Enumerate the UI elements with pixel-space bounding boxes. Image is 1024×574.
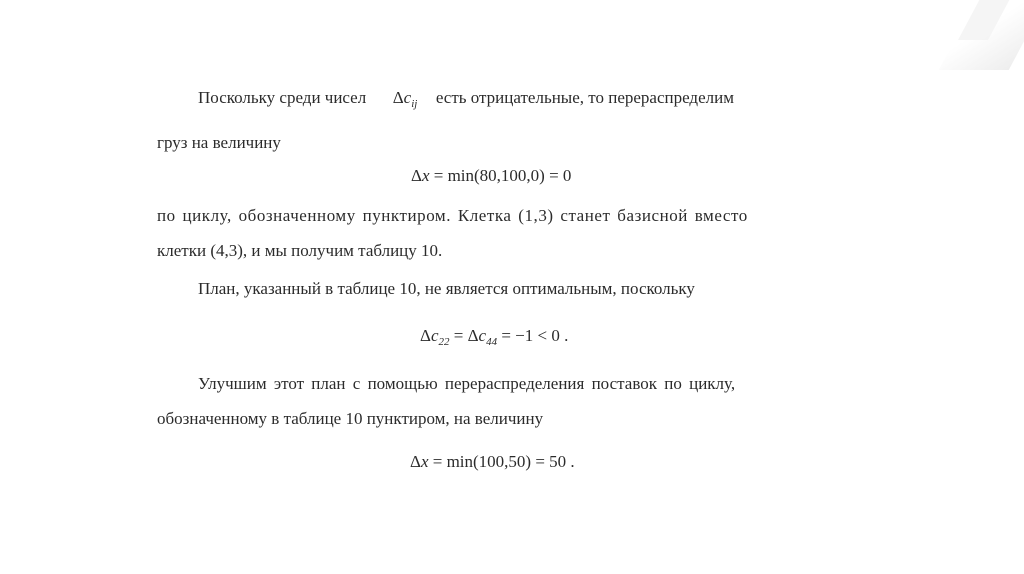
formula-2-sub-44: 44: [486, 336, 498, 348]
formula-2-rest: = −1 < 0 .: [497, 326, 569, 345]
delta-symbol: Δ: [392, 88, 404, 107]
formula-3-var: x: [420, 452, 429, 471]
c-symbol: c: [403, 88, 412, 107]
formula-delta-x-2: [410, 451, 575, 473]
ij-subscript: ij: [411, 98, 418, 110]
formula-2-c-1: c: [430, 326, 439, 345]
formula-2-delta-1: Δ: [420, 326, 431, 345]
delta-c-ij-symbol: [392, 88, 418, 110]
formula-3-delta: Δ: [410, 452, 421, 471]
formula-delta-x-1: [411, 165, 571, 187]
paragraph-1-text-after: есть отрицательные, то перераспределим: [435, 88, 734, 107]
paragraph-2-line-2: клетки (4,3), и мы получим таблицу 10.: [157, 241, 443, 260]
formula-2-sub-22: 22: [438, 336, 450, 348]
formula-1-delta: Δ: [411, 166, 422, 185]
formula-1-var: x: [421, 166, 430, 185]
formula-3-rest: = min(100,50) = 50 .: [428, 452, 575, 471]
paragraph-1-text-before: Поскольку среди чисел: [198, 88, 367, 107]
paragraph-2-line-1: по циклу, обозначенному пунктиром. Клетка (1,3) станет базисной вместо: [157, 206, 748, 225]
formula-1-rest: = min(80,100,0) = 0: [429, 166, 572, 185]
formula-2-delta-2: Δ: [467, 326, 479, 345]
paragraph-4-line-1: Улучшим этот план с помощью перераспределения поставок по циклу,: [198, 374, 736, 393]
formula-delta-c: [420, 325, 568, 353]
formula-2-c-2: c: [478, 326, 487, 345]
paragraph-1-line-1: [198, 88, 734, 114]
paragraph-4-line-2: обозначенному в таблице 10 пунктиром, на величину: [157, 409, 544, 428]
paragraph-3-line-1: План, указанный в таблице 10, не является оптимальным, поскольку: [198, 279, 695, 298]
formula-2-eq: =: [449, 326, 468, 345]
paragraph-1-line-2: груз на величину: [157, 133, 281, 152]
